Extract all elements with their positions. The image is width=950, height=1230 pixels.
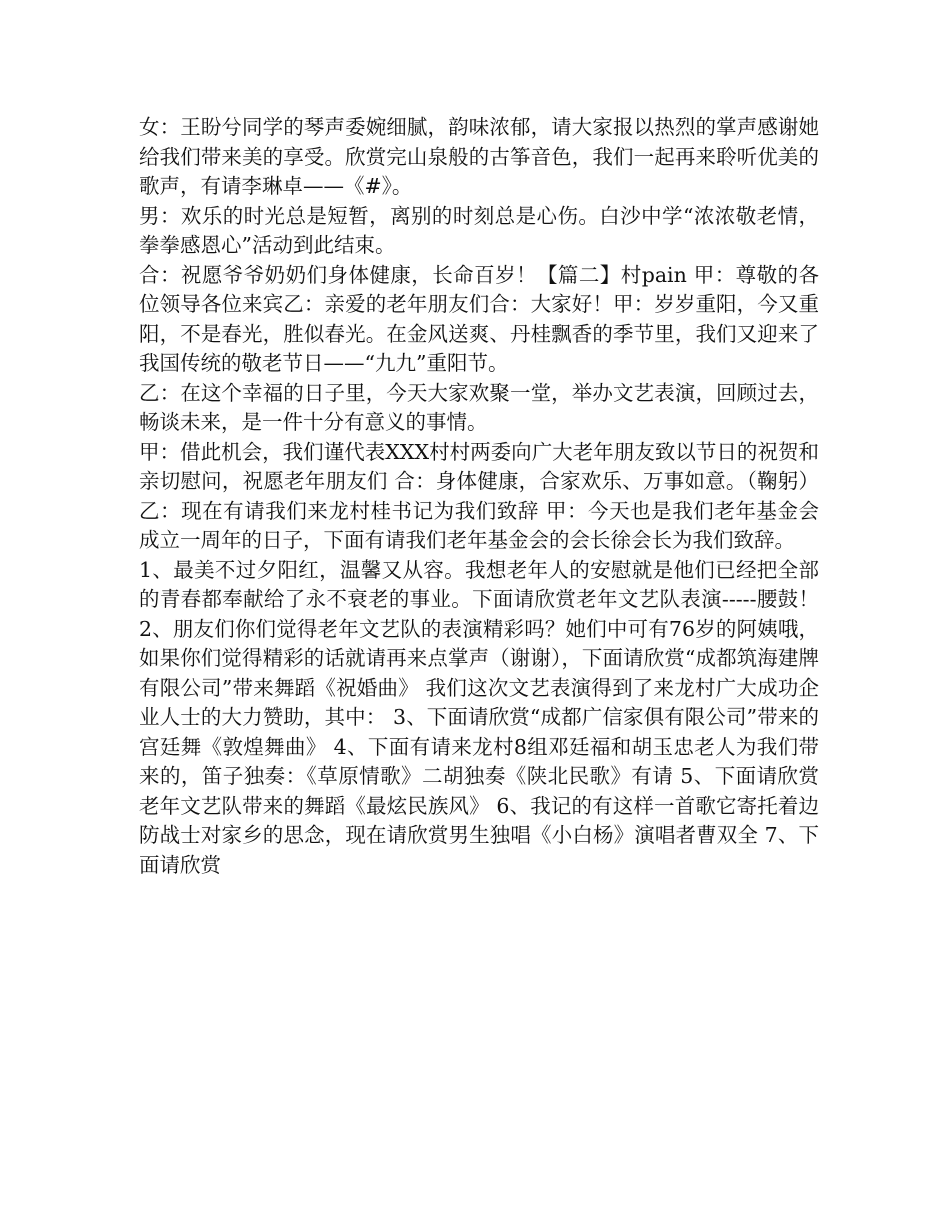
paragraph-1: 女：王盼兮同学的琴声委婉细腻，韵味浓郁，请大家报以热烈的掌声感谢她给我们带来美的享受。欣赏完山泉般的古筝音色，我们一起再来聆听优美的歌声，有请李琳卓——《#》。: [139, 115, 819, 198]
paragraph-4: 乙：在这个幸福的日子里，今天大家欢聚一堂，举办文艺表演，回顾过去，畅谈未来，是一件十分有意义的事情。: [139, 380, 819, 434]
paragraph-5: 甲：借此机会，我们谨代表XXX村村两委向广大老年朋友致以节日的祝贺和亲切慰问，祝愿老年朋友们 合：身体健康，合家欢乐、万事如意。（鞠躬） 乙：现在有请我们来龙村桂书记为我们致辞 甲：今天也是我们老年基金会成立一周年的日子，下面有请我们老年基金会的会长徐会长为我们致辞。: [139, 439, 819, 552]
document-body: [139, 113, 819, 880]
paragraph-6: 1、最美不过夕阳红，温馨又从容。我想老年人的安慰就是他们已经把全部的青春都奉献给了永不衰老的事业。下面请欣赏老年文艺队表演-----腰鼓！ 2、朋友们你们觉得老年文艺队的表演精彩吗？她们中可有76岁的阿姨哦，如果你们觉得精彩的话就请再来点掌声（谢谢），下面请欣赏“成都筑海建牌有限公司”带来舞蹈《祝婚曲》 我们这次文艺表演得到了来龙村广大成功企业人士的大力赞助，其中： 3、下面请欣赏“成都广信家俱有限公司”带来的宫廷舞《敦煌舞曲》 4、下面有请来龙村8组邓廷福和胡玉忠老人为我们带来的，笛子独奏：《草原情歌》二胡独奏《陕北民歌》有请 5、下面请欣赏老年文艺队带来的舞蹈《最炫民族风》 6、我记的有这样一首歌它寄托着边防战士对家乡的思念，现在请欣赏男生独唱《小白杨》演唱者曹双全 7、下面请欣赏: [139, 557, 819, 877]
paragraph-2: 男：欢乐的时光总是短暂，离别的时刻总是心伤。白沙中学“浓浓敬老情，拳拳感恩心”活动到此结束。: [139, 203, 819, 257]
paragraph-3: 合：祝愿爷爷奶奶们身体健康，长命百岁！【篇二】村pain 甲：尊敬的各位领导各位来宾乙：亲爱的老年朋友们合：大家好！甲：岁岁重阳，今又重阳，不是春光，胜似春光。在金风送爽、丹桂飘香的季节里，我们又迎来了我国传统的敬老节日——“九九”重阳节。: [139, 262, 819, 375]
